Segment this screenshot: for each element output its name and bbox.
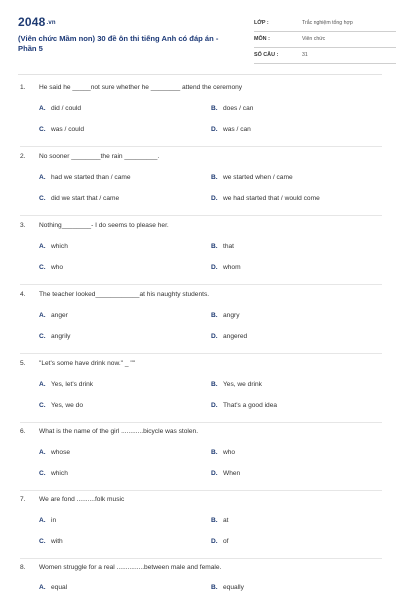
- option-text: anger: [51, 312, 68, 319]
- option-text: angry: [223, 312, 240, 319]
- question-separator: [20, 558, 382, 559]
- option-text: of: [223, 538, 229, 545]
- question-8: [20, 564, 382, 598]
- question-text: Nothing________- I do seems to please her.: [39, 222, 169, 229]
- question-text: Women struggle for a real ...............between male and female.: [39, 564, 222, 571]
- option-d[interactable]: D. of: [211, 538, 229, 545]
- option-text: Yes, let's drink: [51, 381, 94, 388]
- question-7: [20, 496, 382, 556]
- option-c[interactable]: C. was / could: [39, 126, 84, 133]
- option-b[interactable]: B. we started when / came: [211, 174, 293, 181]
- question-2: [20, 153, 382, 213]
- option-a[interactable]: A. in: [39, 517, 57, 524]
- option-text: angered: [223, 333, 248, 340]
- option-text: When: [223, 470, 241, 477]
- meta-row-count: [254, 48, 396, 64]
- option-c[interactable]: C. with: [39, 538, 63, 545]
- question-number: 6.: [20, 428, 26, 435]
- question-separator: [20, 146, 382, 147]
- question-separator: [20, 284, 382, 285]
- option-text: whom: [223, 264, 241, 271]
- question-1: [20, 84, 382, 144]
- option-text: had we started than / came: [51, 174, 131, 181]
- option-a[interactable]: A. whose: [39, 449, 71, 456]
- page-header: [18, 12, 384, 74]
- option-c[interactable]: C. did we start that / came: [39, 195, 120, 202]
- question-separator: [20, 490, 382, 491]
- question-3: [20, 222, 382, 282]
- meta-label: SỐ CÂU :: [254, 52, 279, 58]
- option-b[interactable]: B. equally: [211, 584, 244, 591]
- option-c[interactable]: C. Yes, we do: [39, 402, 84, 409]
- question-4: [20, 291, 382, 351]
- option-text: who: [51, 264, 64, 271]
- option-text: does / can: [223, 105, 254, 112]
- question-number: 4.: [20, 291, 26, 298]
- question-text: No sooner ________the rain _________.: [39, 153, 160, 160]
- question-separator: [20, 215, 382, 216]
- meta-value: Trắc nghiệm tổng hợp: [302, 20, 353, 26]
- question-text: What is the name of the girl ............bicycle was stolen.: [39, 428, 199, 435]
- question-text: He said he _____not sure whether he ________ attend the ceremony: [39, 84, 243, 91]
- option-text: equally: [223, 584, 244, 591]
- question-separator: [20, 353, 382, 354]
- meta-label: MÔN :: [254, 36, 270, 42]
- option-text: who: [223, 449, 236, 456]
- option-b[interactable]: B. angry: [211, 312, 240, 319]
- question-number: 3.: [20, 222, 26, 229]
- option-a[interactable]: A. equal: [39, 584, 68, 591]
- option-a[interactable]: A. anger: [39, 312, 68, 319]
- option-b[interactable]: B. at: [211, 517, 229, 524]
- option-text: we had started that / would come: [223, 195, 320, 202]
- option-text: we started when / came: [223, 174, 293, 181]
- logo-tld: .vn: [46, 19, 56, 26]
- option-d[interactable]: D. whom: [211, 264, 241, 271]
- option-b[interactable]: B. does / can: [211, 105, 254, 112]
- option-b[interactable]: B. that: [211, 243, 234, 250]
- meta-table: [254, 16, 396, 64]
- option-text: that: [223, 243, 234, 250]
- site-logo[interactable]: [18, 15, 56, 29]
- option-d[interactable]: D. we had started that / would come: [211, 195, 320, 202]
- question-text: "Let's some have drink now." _ "": [39, 360, 136, 367]
- option-text: did / could: [51, 105, 82, 112]
- option-text: equal: [51, 584, 68, 591]
- option-text: which: [51, 470, 68, 477]
- document-title: (Viên chức Mầm non) 30 đề ôn thi tiếng Anh có đáp án - Phần 5: [18, 34, 219, 53]
- option-d[interactable]: D. That's a good idea: [211, 402, 278, 409]
- option-text: with: [51, 538, 63, 545]
- option-d[interactable]: D. angered: [211, 333, 248, 340]
- option-d[interactable]: D. was / can: [211, 126, 251, 133]
- meta-value: 31: [302, 52, 308, 58]
- option-c[interactable]: C. angrily: [39, 333, 71, 340]
- question-number: 8.: [20, 564, 26, 571]
- option-c[interactable]: C. which: [39, 470, 68, 477]
- question-number: 2.: [20, 153, 26, 160]
- option-text: Yes, we do: [51, 402, 84, 409]
- header-divider: [18, 74, 382, 75]
- question-text: The teacher looked____________at his naughty students.: [39, 291, 210, 298]
- option-b[interactable]: B. Yes, we drink: [211, 381, 262, 388]
- option-text: at: [223, 517, 229, 524]
- option-text: was / can: [223, 126, 251, 133]
- option-a[interactable]: A. which: [39, 243, 68, 250]
- question-separator: [20, 422, 382, 423]
- option-a[interactable]: A. did / could: [39, 105, 82, 112]
- option-text: which: [51, 243, 68, 250]
- option-text: angrily: [51, 333, 71, 340]
- option-c[interactable]: C. who: [39, 264, 64, 271]
- option-b[interactable]: B. who: [211, 449, 236, 456]
- meta-row-subject: [254, 32, 396, 48]
- option-text: That's a good idea: [223, 402, 278, 409]
- meta-label: LỚP :: [254, 20, 269, 26]
- option-text: in: [51, 517, 57, 524]
- meta-value: Viên chức: [302, 36, 326, 42]
- question-6: [20, 428, 382, 488]
- option-d[interactable]: D. When: [211, 470, 241, 477]
- question-text: We are fond ..........folk music: [39, 496, 125, 503]
- question-5: [20, 360, 382, 420]
- logo-text: 2048: [18, 15, 46, 29]
- question-number: 5.: [20, 360, 26, 367]
- option-a[interactable]: A. had we started than / came: [39, 174, 131, 181]
- meta-row-class: [254, 16, 396, 32]
- question-number: 7.: [20, 496, 26, 503]
- option-text: was / could: [51, 126, 84, 133]
- option-a[interactable]: A. Yes, let's drink: [39, 381, 94, 388]
- question-number: 1.: [20, 84, 26, 91]
- option-text: did we start that / came: [51, 195, 120, 202]
- option-text: whose: [51, 449, 71, 456]
- option-text: Yes, we drink: [223, 381, 262, 388]
